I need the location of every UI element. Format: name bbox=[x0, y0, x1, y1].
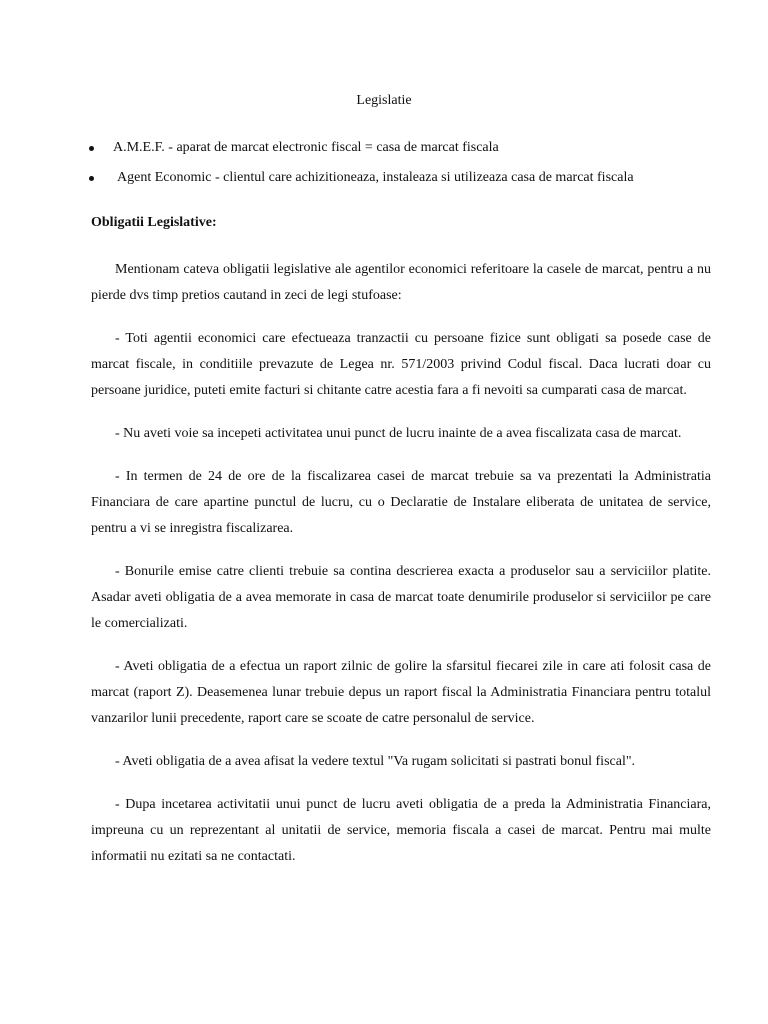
paragraph-obligation: - Nu aveti voie sa incepeti activitatea unui punct de lucru inainte de a avea fiscalizata casa de marcat. bbox=[115, 426, 682, 441]
paragraph-obligation: - Bonurile emise catre clienti trebuie sa contina descrierea exacta a produselor sau a serviciilor platite. Asadar aveti obligatia de a avea memorate in casa de marcat toate denumirile produselor si serviciilor pe care le comercializati. bbox=[91, 564, 711, 631]
paragraph-obligation: - Aveti obligatia de a efectua un raport zilnic de golire la sfarsitul fiecarei zile in care ati folosit casa de marcat (raport Z). Deasemenea lunar trebuie depus un raport fiscal la Administratia Financiara pentru totalul vanzarilor lunii precedente, raport care se scoate de catre personalul de service. bbox=[91, 659, 711, 726]
paragraph-intro: Mentionam cateva obligatii legislative ale agentilor economici referitoare la casele de marcat, pentru a nu pierde dvs timp pretios cautand in zeci de legi stufoase: bbox=[91, 262, 711, 303]
paragraph-obligation: - Toti agentii economici care efectueaza tranzactii cu persoane fizice sunt obligati sa posede case de marcat fiscale, in conditiile prevazute de Legea nr. 571/2003 privind Codul fiscal. Daca lucrati doar cu persoane juridice, puteti emite facturi si chitante catre acestia fara a fi nevoiti sa cumparati casa de marcat. bbox=[91, 331, 711, 398]
bullet-icon bbox=[89, 146, 94, 151]
list-item-text: Agent Economic - clientul care achizitioneaza, instaleaza si utilizeaza casa de marcat fiscala bbox=[117, 170, 634, 185]
definitions-list bbox=[89, 139, 729, 199]
list-item bbox=[89, 139, 729, 157]
paragraph-obligation: - Aveti obligatia de a avea afisat la vedere textul "Va rugam solicitati si pastrati bonul fiscal". bbox=[115, 754, 636, 769]
list-item-text: A.M.E.F. - aparat de marcat electronic fiscal = casa de marcat fiscala bbox=[113, 140, 499, 155]
list-item bbox=[89, 169, 729, 187]
bullet-icon bbox=[89, 176, 94, 181]
paragraph-obligation: - In termen de 24 de ore de la fiscalizarea casei de marcat trebuie sa va prezentati la Administratia Financiara de care apartine punctul de lucru, cu o Declaratie de Instalare eliberata de unitatea de service, pentru a vi se inregistra fiscalizarea. bbox=[91, 469, 711, 536]
document-body bbox=[91, 257, 711, 887]
document-title: Legislatie bbox=[356, 93, 412, 108]
paragraph-obligation: - Dupa incetarea activitatii unui punct de lucru aveti obligatia de a preda la Administratia Financiara, impreuna cu un reprezentant al unitatii de service, memoria fiscala a casei de marcat. Pentru mai multe informatii nu ezitati sa ne contactati. bbox=[91, 797, 711, 864]
section-heading: Obligatii Legislative: bbox=[91, 215, 217, 230]
